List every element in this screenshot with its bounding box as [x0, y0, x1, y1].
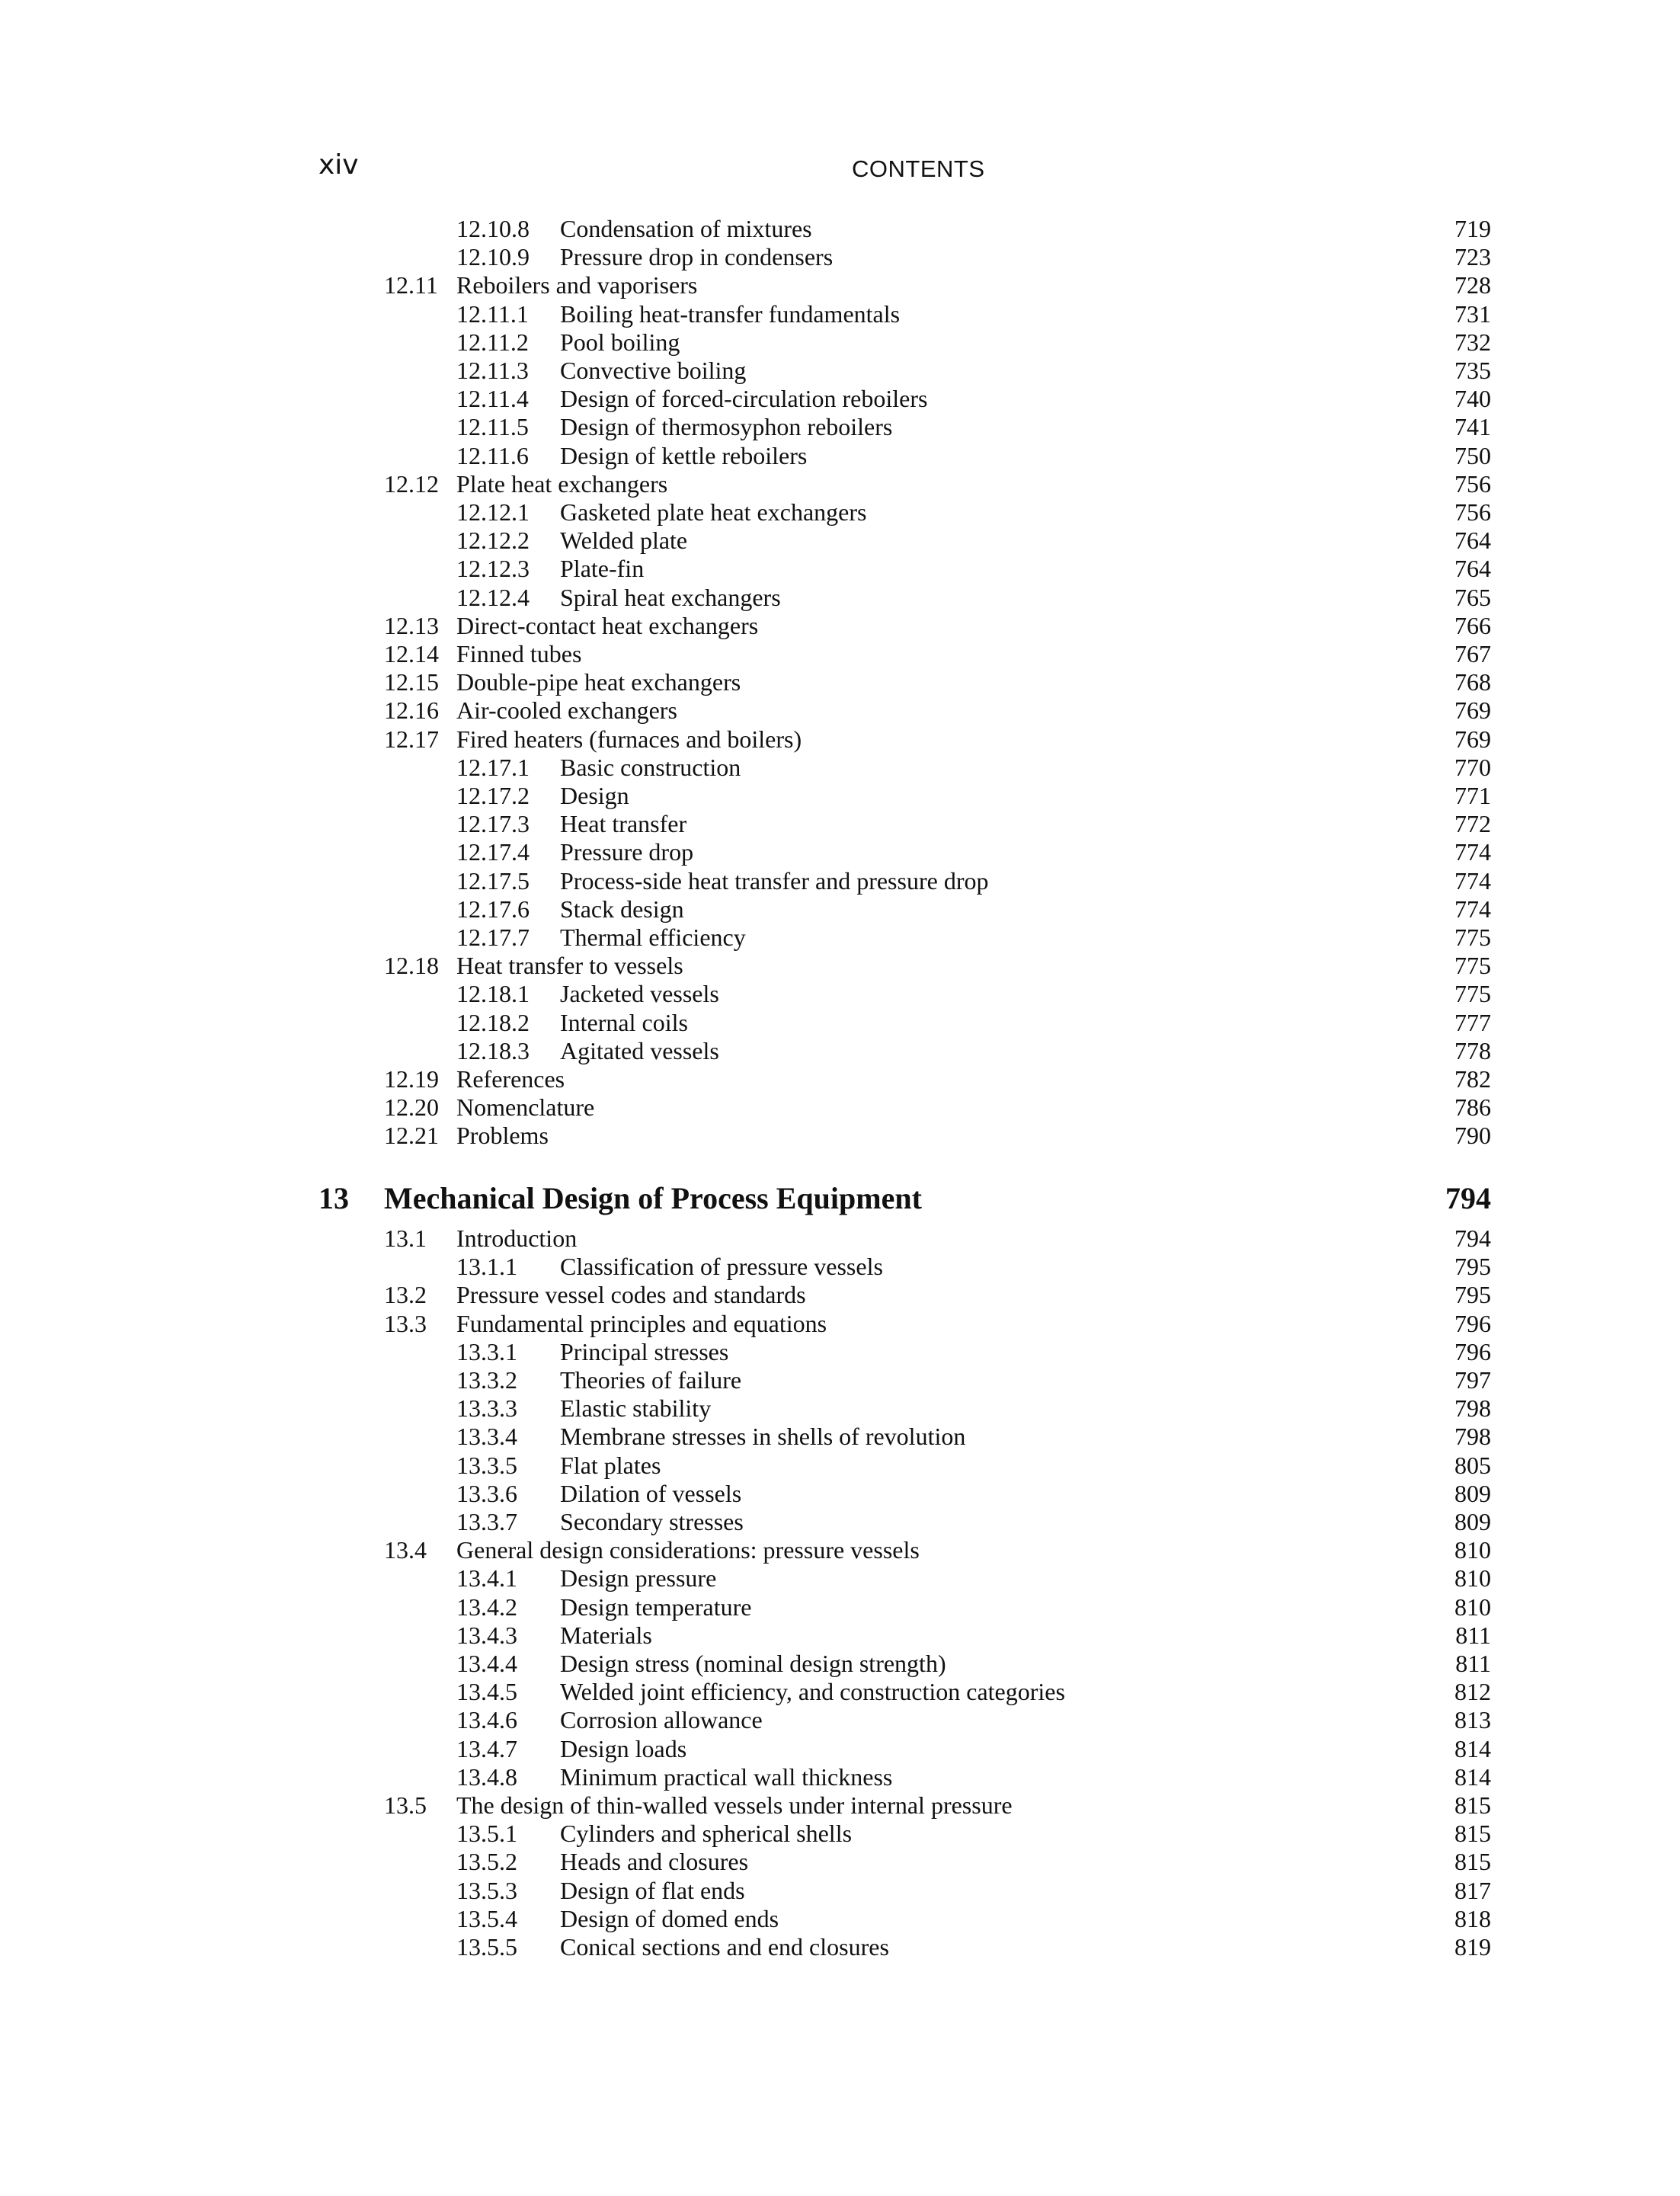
entry-page: 769 [1454, 696, 1491, 725]
entry-title: Pressure vessel codes and standards [456, 1281, 806, 1309]
toc-subsection-entry [0, 1933, 1680, 1961]
chapter-heading [0, 1180, 1680, 1217]
entry-title: Condensation of mixtures [560, 215, 812, 242]
entry-number: 13.5.2 [456, 1848, 517, 1876]
toc-subsection-entry [0, 498, 1680, 527]
entry-page: 795 [1454, 1253, 1491, 1281]
entry-title: Flat plates [560, 1451, 661, 1479]
entry-number: 13.5 [384, 1791, 427, 1819]
entry-title: Introduction [456, 1224, 578, 1252]
entry-number: 13.4.2 [456, 1593, 517, 1621]
entry-number: 13.3.4 [456, 1423, 517, 1451]
entry-title: Finned tubes [456, 640, 582, 667]
entry-title: Design loads [560, 1734, 687, 1762]
toc-subsection-entry [0, 1009, 1680, 1037]
toc-section-entry [0, 1122, 1680, 1150]
toc-subsection-entry [0, 1905, 1680, 1933]
entry-number: 12.17 [384, 725, 439, 753]
toc-subsection-entry [0, 357, 1680, 385]
entry-page: 795 [1454, 1281, 1491, 1309]
entry-number: 12.12.3 [456, 555, 530, 583]
entry-page: 771 [1454, 782, 1491, 809]
entry-number: 13.5.1 [456, 1820, 517, 1848]
toc-section-entry [0, 271, 1680, 299]
entry-page: 814 [1454, 1762, 1491, 1791]
entry-title: Design of flat ends [560, 1876, 745, 1904]
entry-page: 774 [1454, 838, 1491, 866]
entry-page: 815 [1454, 1820, 1491, 1848]
entry-title: Heat transfer to vessels [456, 952, 683, 980]
entry-page: 774 [1454, 866, 1491, 895]
entry-page: 775 [1454, 952, 1491, 980]
entry-number: 12.11.6 [456, 441, 529, 469]
entry-page: 797 [1454, 1366, 1491, 1394]
entry-title: Agitated vessels [560, 1036, 719, 1064]
entry-title: Design [560, 782, 629, 809]
toc-subsection-entry [0, 1650, 1680, 1678]
toc-subsection-entry [0, 1678, 1680, 1706]
toc-subsection-entry [0, 1706, 1680, 1734]
entry-page: 812 [1454, 1678, 1491, 1706]
entry-title: Stack design [560, 895, 684, 923]
entry-number: 12.21 [384, 1122, 439, 1150]
entry-title: References [456, 1065, 565, 1093]
entry-page: 741 [1454, 413, 1491, 441]
toc-section-entry [0, 1224, 1680, 1253]
toc-section-entry [0, 470, 1680, 498]
entry-number: 13.3.6 [456, 1479, 517, 1507]
toc-subsection-entry [0, 1848, 1680, 1876]
entry-page: 809 [1454, 1479, 1491, 1507]
entry-number: 13.5.5 [456, 1933, 517, 1961]
entry-title: Materials [560, 1621, 652, 1649]
entry-page: 805 [1454, 1451, 1491, 1479]
entry-page: 809 [1454, 1508, 1491, 1535]
entry-title: The design of thin-walled vessels under internal pressure [456, 1791, 1013, 1819]
entry-page: 772 [1454, 810, 1491, 838]
entry-number: 13.3.1 [456, 1337, 517, 1365]
entry-page: 770 [1454, 753, 1491, 781]
toc-subsection-entry [0, 838, 1680, 866]
toc-subsection-entry [0, 782, 1680, 810]
entry-page: 794 [1454, 1224, 1491, 1252]
entry-number: 13.1.1 [456, 1253, 517, 1281]
entry-title: Membrane stresses in shells of revolution [560, 1423, 966, 1451]
entry-page: 798 [1454, 1423, 1491, 1451]
entry-title: Design of kettle reboilers [560, 441, 808, 469]
toc-subsection-entry [0, 980, 1680, 1008]
chapter-page: 794 [1445, 1181, 1491, 1215]
entry-page: 813 [1454, 1706, 1491, 1734]
entry-page: 811 [1455, 1650, 1491, 1677]
entry-title: Plate heat exchangers [456, 469, 668, 498]
toc-subsection-entry [0, 1366, 1680, 1394]
toc-section-entry [0, 725, 1680, 754]
entry-page: 817 [1454, 1876, 1491, 1904]
entry-title: Gasketed plate heat exchangers [560, 498, 867, 526]
entry-page: 815 [1454, 1791, 1491, 1819]
entry-title: Air-cooled exchangers [456, 696, 677, 725]
toc-subsection-entry [0, 1621, 1680, 1650]
entry-title: Heads and closures [560, 1848, 749, 1876]
toc-section-entry [0, 1093, 1680, 1122]
entry-title: Cylinders and spherical shells [560, 1820, 853, 1848]
entry-title: Design of domed ends [560, 1904, 779, 1932]
entry-title: Design of forced-circulation reboilers [560, 385, 928, 413]
entry-number: 13.4.4 [456, 1650, 517, 1677]
entry-title: Fundamental principles and equations [456, 1309, 827, 1337]
entry-title: Boiling heat-transfer fundamentals [560, 299, 901, 328]
toc-subsection-entry [0, 1253, 1680, 1281]
toc-subsection-entry [0, 328, 1680, 357]
entry-number: 13.3.2 [456, 1366, 517, 1394]
entry-title: Theories of failure [560, 1366, 742, 1394]
entry-page: 810 [1454, 1564, 1491, 1593]
entry-page: 768 [1454, 668, 1491, 696]
entry-number: 12.18.1 [456, 980, 530, 1008]
entry-number: 13.3.7 [456, 1508, 517, 1535]
entry-title: Welded joint efficiency, and construction categories [560, 1678, 1065, 1706]
entry-number: 13.5.3 [456, 1876, 517, 1904]
entry-page: 723 [1454, 243, 1491, 271]
entry-page: 750 [1454, 441, 1491, 469]
entry-title: Jacketed vessels [560, 980, 719, 1008]
toc-subsection-entry [0, 895, 1680, 924]
entry-title: Thermal efficiency [560, 924, 746, 951]
entry-number: 12.17.6 [456, 895, 530, 923]
entry-number: 13.3.3 [456, 1394, 517, 1423]
entry-number: 12.11.3 [456, 357, 529, 384]
toc-subsection-entry [0, 1423, 1680, 1451]
entry-number: 12.17.3 [456, 810, 530, 838]
toc-section-entry [0, 1536, 1680, 1564]
toc-subsection-entry [0, 1735, 1680, 1763]
toc-subsection-entry [0, 1508, 1680, 1536]
entry-page: 728 [1454, 271, 1491, 299]
toc-section-entry [0, 668, 1680, 696]
toc-section-entry [0, 1310, 1680, 1338]
toc-subsection-entry [0, 385, 1680, 413]
entry-page: 765 [1454, 583, 1491, 611]
entry-title: Nomenclature [456, 1093, 595, 1122]
toc-subsection-entry [0, 1763, 1680, 1791]
entry-number: 12.12 [384, 469, 439, 498]
toc-subsection-entry [0, 243, 1680, 271]
toc-subsection-entry [0, 1037, 1680, 1065]
toc-subsection-entry [0, 867, 1680, 895]
entry-page: 735 [1454, 357, 1491, 384]
entry-title: Internal coils [560, 1008, 688, 1036]
entry-page: 814 [1454, 1734, 1491, 1762]
toc-subsection-entry [0, 1338, 1680, 1366]
entry-number: 13.4.6 [456, 1706, 517, 1734]
entry-page: 777 [1454, 1008, 1491, 1036]
toc-subsection-entry [0, 1820, 1680, 1848]
entry-page: 764 [1454, 527, 1491, 555]
entry-number: 12.20 [384, 1093, 439, 1122]
entry-page: 769 [1454, 725, 1491, 753]
entry-title: Spiral heat exchangers [560, 583, 781, 611]
toc-subsection-entry [0, 1877, 1680, 1905]
entry-title: Pressure drop [560, 838, 694, 866]
entry-number: 12.18.2 [456, 1008, 530, 1036]
entry-number: 12.17.4 [456, 838, 530, 866]
entry-title: Pressure drop in condensers [560, 243, 834, 271]
entry-page: 774 [1454, 895, 1491, 923]
toc-subsection-entry [0, 1480, 1680, 1508]
toc-subsection-entry [0, 215, 1680, 243]
entry-page: 796 [1454, 1337, 1491, 1365]
toc-subsection-entry [0, 1564, 1680, 1593]
entry-title: Basic construction [560, 753, 741, 781]
toc-subsection-entry [0, 1593, 1680, 1621]
entry-number: 13.4.1 [456, 1564, 517, 1593]
entry-number: 12.17.5 [456, 866, 530, 895]
toc-section-entry [0, 696, 1680, 725]
entry-title: Dilation of vessels [560, 1479, 742, 1507]
entry-number: 12.12.2 [456, 527, 530, 555]
toc-subsection-entry [0, 584, 1680, 612]
entry-page: 796 [1454, 1309, 1491, 1337]
entry-title: Welded plate [560, 527, 688, 555]
entry-title: Double-pipe heat exchangers [456, 668, 741, 696]
entry-title: Design of thermosyphon reboilers [560, 413, 893, 441]
entry-number: 12.10.9 [456, 243, 530, 271]
entry-page: 790 [1454, 1122, 1491, 1150]
entry-title: Problems [456, 1122, 549, 1150]
entry-title: Fired heaters (furnaces and boilers) [456, 725, 802, 753]
entry-number: 13.4.8 [456, 1762, 517, 1791]
entry-title: Secondary stresses [560, 1508, 744, 1535]
entry-number: 12.11.1 [456, 299, 529, 328]
entry-page: 764 [1454, 555, 1491, 583]
entry-page: 782 [1454, 1065, 1491, 1093]
entry-page: 775 [1454, 980, 1491, 1008]
entry-number: 12.17.7 [456, 924, 530, 951]
page-number: xiv [318, 149, 359, 181]
entry-title: Conical sections and end closures [560, 1933, 889, 1961]
entry-page: 775 [1454, 924, 1491, 951]
entry-number: 13.2 [384, 1281, 427, 1309]
toc-section-entry [0, 1281, 1680, 1309]
running-header-title: CONTENTS [852, 155, 985, 182]
entry-number: 12.19 [384, 1065, 439, 1093]
entry-number: 12.11.5 [456, 413, 529, 441]
entry-number: 13.3.5 [456, 1451, 517, 1479]
entry-title: Reboilers and vaporisers [456, 271, 698, 299]
toc-subsection-entry [0, 442, 1680, 470]
entry-number: 13.4 [384, 1536, 427, 1564]
toc-section-entry [0, 612, 1680, 640]
toc-subsection-entry [0, 924, 1680, 952]
entry-page: 811 [1455, 1621, 1491, 1649]
entry-number: 12.15 [384, 668, 439, 696]
entry-title: Minimum practical wall thickness [560, 1762, 893, 1791]
entry-page: 731 [1454, 299, 1491, 328]
entry-number: 13.4.5 [456, 1678, 517, 1706]
entry-number: 12.16 [384, 696, 439, 725]
entry-page: 815 [1454, 1848, 1491, 1876]
entry-title: Direct-contact heat exchangers [456, 611, 759, 639]
entry-title: Elastic stability [560, 1394, 712, 1423]
toc-section-entry [0, 640, 1680, 668]
toc-section-entry [0, 1065, 1680, 1093]
entry-page: 810 [1454, 1536, 1491, 1564]
entry-page: 798 [1454, 1394, 1491, 1423]
toc-subsection-entry [0, 555, 1680, 583]
toc-subsection-entry [0, 300, 1680, 328]
entry-page: 719 [1454, 215, 1491, 242]
entry-number: 12.10.8 [456, 215, 530, 242]
entry-number: 12.12.4 [456, 583, 530, 611]
entry-number: 12.17.1 [456, 753, 530, 781]
entry-page: 756 [1454, 469, 1491, 498]
toc-subsection-entry [0, 1394, 1680, 1423]
entry-page: 778 [1454, 1036, 1491, 1064]
entry-title: Classification of pressure vessels [560, 1253, 883, 1281]
entry-title: Process-side heat transfer and pressure drop [560, 866, 989, 895]
entry-number: 12.13 [384, 611, 439, 639]
entry-number: 13.4.3 [456, 1621, 517, 1649]
entry-title: Design temperature [560, 1593, 752, 1621]
entry-page: 818 [1454, 1904, 1491, 1932]
entry-number: 12.11 [384, 271, 438, 299]
toc-subsection-entry [0, 527, 1680, 555]
entry-title: Pool boiling [560, 328, 680, 356]
entry-number: 12.11.4 [456, 385, 529, 413]
toc-subsection-entry [0, 1452, 1680, 1480]
entry-title: Plate-fin [560, 555, 645, 583]
toc-subsection-entry [0, 810, 1680, 838]
entry-number: 13.3 [384, 1309, 427, 1337]
entry-title: General design considerations: pressure vessels [456, 1536, 920, 1564]
entry-title: Convective boiling [560, 357, 747, 384]
toc-subsection-entry [0, 754, 1680, 782]
entry-number: 13.1 [384, 1224, 427, 1252]
entry-page: 766 [1454, 611, 1491, 639]
entry-page: 810 [1454, 1593, 1491, 1621]
entry-number: 12.11.2 [456, 328, 529, 356]
entry-title: Corrosion allowance [560, 1706, 763, 1734]
entry-number: 13.4.7 [456, 1734, 517, 1762]
entry-number: 12.18.3 [456, 1036, 530, 1064]
entry-title: Design pressure [560, 1564, 717, 1593]
chapter-title: Mechanical Design of Process Equipment [384, 1181, 922, 1215]
entry-number: 12.17.2 [456, 782, 530, 809]
entry-page: 786 [1454, 1093, 1491, 1122]
entry-page: 740 [1454, 385, 1491, 413]
toc-section-entry [0, 1791, 1680, 1820]
chapter-number: 13 [318, 1181, 349, 1215]
entry-page: 767 [1454, 640, 1491, 667]
entry-page: 732 [1454, 328, 1491, 356]
entry-number: 12.18 [384, 952, 439, 980]
toc-section-entry [0, 952, 1680, 980]
entry-title: Design stress (nominal design strength) [560, 1650, 946, 1677]
toc-subsection-entry [0, 413, 1680, 441]
entry-page: 756 [1454, 498, 1491, 526]
entry-number: 12.12.1 [456, 498, 530, 526]
entry-title: Principal stresses [560, 1337, 729, 1365]
entry-number: 12.14 [384, 640, 439, 667]
entry-number: 13.5.4 [456, 1904, 517, 1932]
entry-page: 819 [1454, 1933, 1491, 1961]
entry-title: Heat transfer [560, 810, 687, 838]
